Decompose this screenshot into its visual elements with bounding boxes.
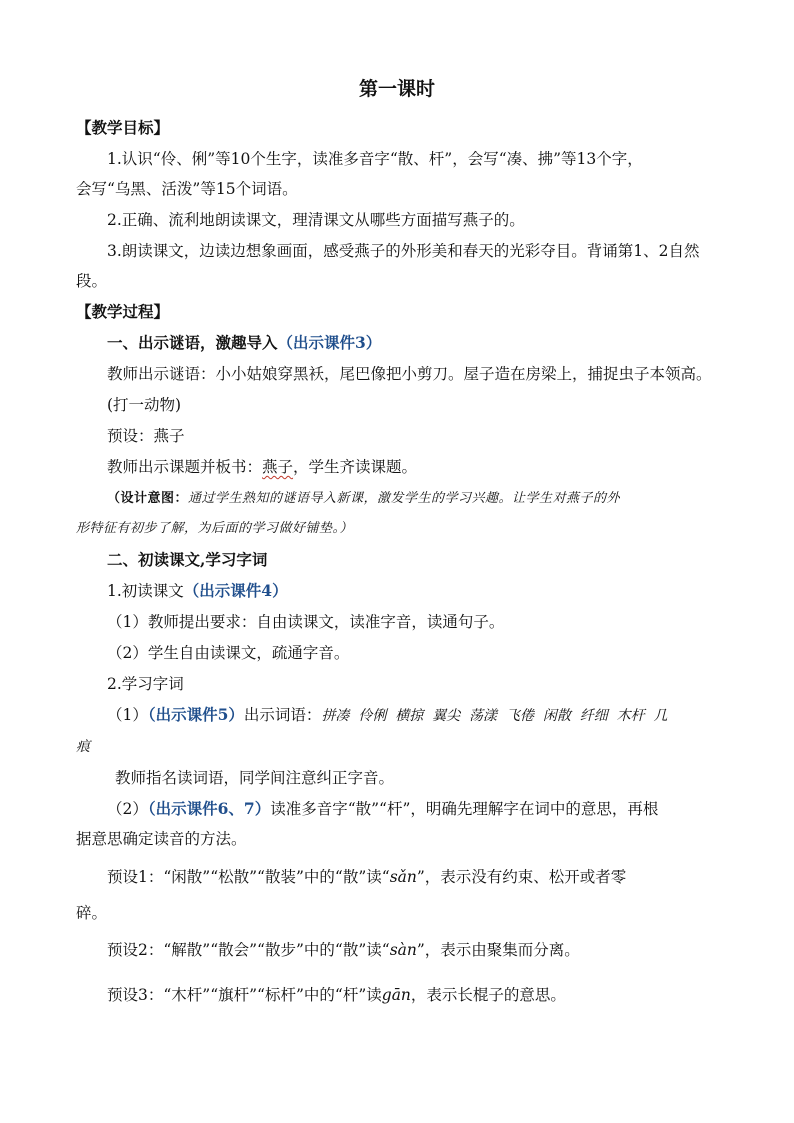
step1-a: （1）教师提出要求：自由读课文，读准字音，读通句子。 [107, 613, 505, 631]
step1-text: 1.初读课文 [107, 582, 184, 600]
goal-1-line2: 会写“乌黑、活泼”等15个词语。 [76, 180, 298, 198]
step2-2 [107, 798, 658, 820]
part1-heading [107, 332, 381, 354]
step2-1-note: （出示课件5） [147, 705, 244, 724]
preset3-a: 预设3：“木杆”“旗杆”“标杆”中的“杆”读 [107, 986, 382, 1004]
step2-1 [107, 704, 668, 727]
step2-1-prefix: （1） [107, 706, 148, 724]
riddle-hint: (打一动物) [107, 396, 182, 414]
step2-2-prefix: （2） [107, 800, 148, 818]
step2-1-after: 教师指名读词语，同学间注意纠正字音。 [115, 769, 395, 787]
design-intent-line1 [107, 488, 620, 510]
step2-2-note: （出示课件6、7） [147, 799, 271, 818]
design-intent-text: 通过学生熟知的谜语导入新课，激发学生的学习兴趣。让学生对燕子的外 [188, 491, 621, 506]
part2-heading: 二、初读课文,学习字词 [107, 550, 268, 569]
preset-answer: 预设：燕子 [107, 427, 185, 445]
preset3-pinyin: gān [381, 986, 411, 1004]
step2-1-text: 出示词语： [243, 706, 322, 724]
preset2 [107, 939, 580, 961]
part1-heading-note: （出示课件3） [277, 333, 382, 352]
word-list-line2: 痕 [76, 739, 90, 755]
goal-3-line2: 段。 [76, 272, 108, 290]
process-heading: 【教学过程】 [76, 302, 170, 321]
board-prefix: 教师出示课题并板书： [107, 458, 263, 476]
preset2-a: 预设2：“解散”“散会”“散步”中的“散”读“ [107, 941, 390, 959]
step2-2-line2: 据意思确定读音的方法。 [76, 830, 247, 848]
design-intent-label: （设计意图： [107, 491, 189, 506]
preset3 [107, 984, 566, 1006]
goal-3-line1: 3.朗读课文，边读边想象画面，感受燕子的外形美和春天的光彩夺目。背诵第1、2自然 [107, 242, 700, 260]
preset1-a: 预设1：“闲散”“松散”“散装”中的“散”读“ [107, 868, 390, 886]
step1 [107, 580, 288, 602]
board-line [107, 456, 417, 478]
riddle-text: 教师出示谜语：小小姑娘穿黑袄，尾巴像把小剪刀。屋子造在房梁上，捕捉虫子本领高。 [107, 365, 712, 383]
preset1-b: ”，表示没有约束、松开或者零 [416, 868, 627, 886]
step2-2-text: 读准多音字“散”“杆”，明确先理解字在词中的意思，再根 [270, 800, 659, 818]
word-list-line1: 拼凑 伶俐 横掠 翼尖 荡漾 飞倦 闲散 纤细 木杆 几 [321, 708, 668, 724]
board-suffix: ，学生齐读课题。 [293, 458, 418, 476]
page-title: 第一课时 [358, 78, 435, 100]
board-word: 燕子 [262, 458, 294, 476]
step1-note: （出示课件4） [183, 581, 288, 600]
part1-heading-text: 一、出示谜语，激趣导入 [107, 333, 278, 352]
preset2-b: ”，表示由聚集而分离。 [416, 941, 580, 959]
goals-heading: 【教学目标】 [76, 118, 170, 137]
preset1-pinyin: sǎn [389, 868, 417, 886]
goal-1-line1: 1.认识“伶、俐”等10个生字，读准多音字“散、杆”，会写“凑、拂”等13个字， [107, 150, 643, 168]
preset3-b: ，表示长棍子的意思。 [410, 986, 566, 1004]
design-intent-line2: 形特征有初步了解，为后面的学习做好铺垫。） [76, 521, 354, 536]
preset1-line2: 碎。 [76, 904, 108, 922]
goal-2: 2.正确、流利地朗读课文，理清课文从哪些方面描写燕子的。 [107, 211, 525, 229]
step2: 2.学习字词 [107, 675, 184, 693]
step1-b: （2）学生自由读课文，疏通字音。 [107, 644, 350, 662]
preset2-pinyin: sàn [389, 941, 417, 959]
preset1-line1 [107, 866, 626, 888]
